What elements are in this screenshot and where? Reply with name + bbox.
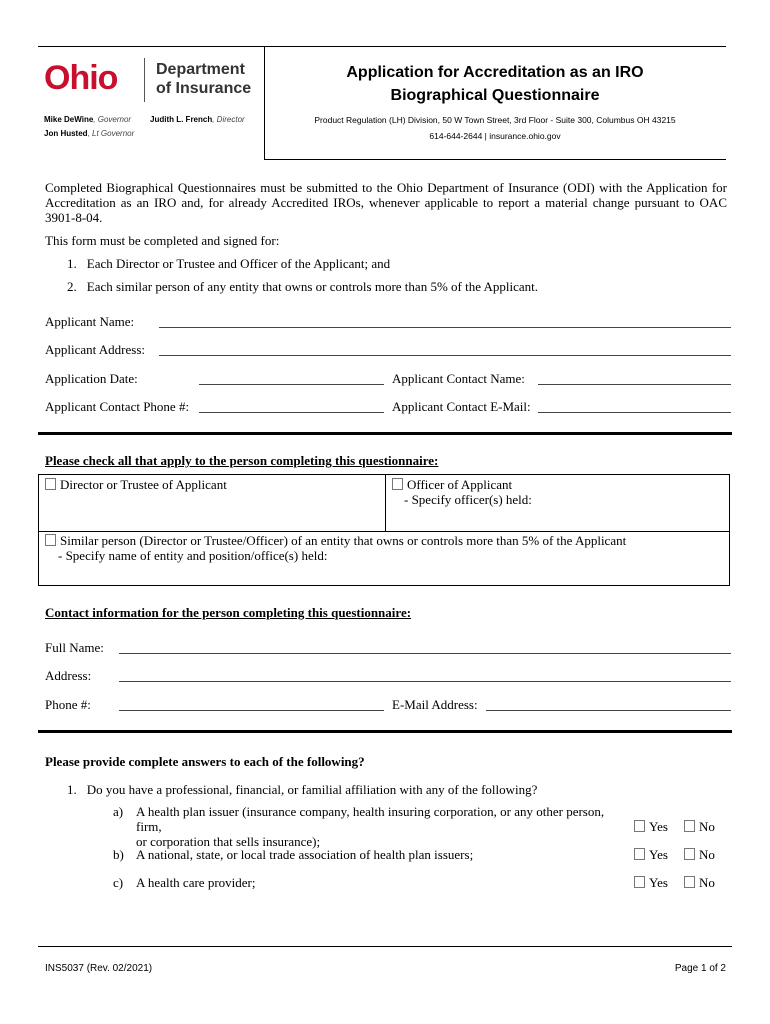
full-name-label: Full Name: <box>45 640 104 655</box>
question-1a-no[interactable]: No <box>684 819 715 835</box>
section-divider <box>38 730 732 733</box>
contact-phone-field[interactable] <box>119 710 384 711</box>
officer-specify-text: - Specify officer(s) held: <box>404 492 532 507</box>
director: Judith L. French, Director <box>150 115 245 124</box>
applicant-name-label: Applicant Name: <box>45 314 135 329</box>
contact-address-field[interactable] <box>119 681 731 682</box>
form-id: INS5037 (Rev. 02/2021) <box>45 963 153 974</box>
checkbox-icon[interactable] <box>634 820 645 832</box>
full-name-field[interactable] <box>119 653 731 654</box>
contact-section-heading: Contact information for the person completing this questionnaire: <box>45 605 412 620</box>
section-divider <box>38 432 732 435</box>
page-title: Application for Accreditation as an IRO Biographical Questionnaire <box>346 64 644 104</box>
applicant-contact-name-label: Applicant Contact Name: <box>392 371 525 386</box>
header-top-rule <box>38 46 726 47</box>
question-1c-no[interactable]: No <box>684 875 715 891</box>
check-table-col-divider <box>385 475 386 531</box>
applicant-contact-email-field[interactable] <box>538 412 731 413</box>
header-bottom-rule <box>264 159 726 160</box>
contact-email-label: E-Mail Address: <box>392 697 478 712</box>
applicant-contact-phone-field[interactable] <box>199 412 384 413</box>
question-1: 1. Do you have a professional, financial, or familial affiliation with any of the following? <box>67 782 538 797</box>
check-table-row-divider <box>39 531 729 532</box>
governor: Mike DeWine, Governor <box>44 115 132 124</box>
lt-governor: Jon Husted, Lt Governor <box>44 129 135 138</box>
department-name: Department of Insurance <box>156 61 252 97</box>
applicant-contact-email-label: Applicant Contact E-Mail: <box>392 399 531 414</box>
must-sign-text: This form must be completed and signed for: <box>45 233 280 248</box>
checkbox-icon[interactable] <box>684 876 695 888</box>
applicant-name-field[interactable] <box>159 327 731 328</box>
contact-email-field[interactable] <box>486 710 731 711</box>
intro-list-item: 1. Each Director or Trustee and Officer of the Applicant; and <box>67 256 391 271</box>
similar-person-checkbox-option[interactable]: Similar person (Director or Trustee/Officer) of an entity that owns or controls more than 5% of the Applicant <box>45 533 626 549</box>
checkbox-icon[interactable] <box>634 876 645 888</box>
similar-specify-text: - Specify name of entity and position/office(s) held: <box>58 548 328 563</box>
checkbox-icon[interactable] <box>392 478 403 490</box>
applicant-address-label: Applicant Address: <box>45 342 146 357</box>
question-1b-no[interactable]: No <box>684 847 715 863</box>
ohio-logo: Ohio <box>44 59 118 97</box>
question-1c-yes[interactable]: Yes <box>634 875 668 891</box>
checkbox-icon[interactable] <box>684 848 695 860</box>
officer-checkbox-option[interactable]: Officer of Applicant <box>392 477 512 493</box>
applicant-contact-phone-label: Applicant Contact Phone #: <box>45 399 190 414</box>
checkbox-icon[interactable] <box>45 478 56 490</box>
director-checkbox-option[interactable]: Director or Trustee of Applicant <box>45 477 227 493</box>
application-date-field[interactable] <box>199 384 384 385</box>
intro-list-item: 2. Each similar person of any entity that owns or controls more than 5% of the Applicant. <box>67 279 539 294</box>
checkbox-icon[interactable] <box>634 848 645 860</box>
question-1b-yes[interactable]: Yes <box>634 847 668 863</box>
applicant-contact-name-field[interactable] <box>538 384 731 385</box>
intro-paragraph: Completed Biographical Questionnaires must be submitted to the Ohio Department of Insurance (ODI) with the Application for Accreditation as an IRO and, for already Accredited IROs, whenever applicable to report a material change pursuant to OAC 3901-8-04. <box>45 180 727 225</box>
question-1b-text: A national, state, or local trade association of health plan issuers; <box>136 847 474 862</box>
applicant-address-field[interactable] <box>159 355 731 356</box>
office-address: Product Regulation (LH) Division, 50 W Town Street, 3rd Floor - Suite 300, Columbus OH 43215 <box>314 115 676 125</box>
question-1a-letter: a) <box>113 804 124 819</box>
page-number: Page 1 of 2 <box>674 963 726 974</box>
check-section-heading: Please check all that apply to the person completing this questionnaire: <box>45 453 439 468</box>
question-1c-letter: c) <box>113 875 124 890</box>
contact-address-label: Address: <box>45 668 92 683</box>
footer-rule <box>38 946 732 947</box>
logo-divider <box>144 58 145 102</box>
application-date-label: Application Date: <box>45 371 138 386</box>
question-1a-yes[interactable]: Yes <box>634 819 668 835</box>
checkbox-icon[interactable] <box>684 820 695 832</box>
checkbox-icon[interactable] <box>45 534 56 546</box>
office-contact: 614-644-2644 | insurance.ohio.gov <box>429 131 561 141</box>
contact-phone-label: Phone #: <box>45 697 91 712</box>
question-1b-letter: b) <box>113 847 124 862</box>
questions-heading: Please provide complete answers to each of the following? <box>45 754 365 769</box>
question-1c-text: A health care provider; <box>136 875 256 890</box>
question-1a-text: A health plan issuer (insurance company, health insuring corporation, or any other person, firm, or corporation that sells insurance); <box>136 804 605 849</box>
